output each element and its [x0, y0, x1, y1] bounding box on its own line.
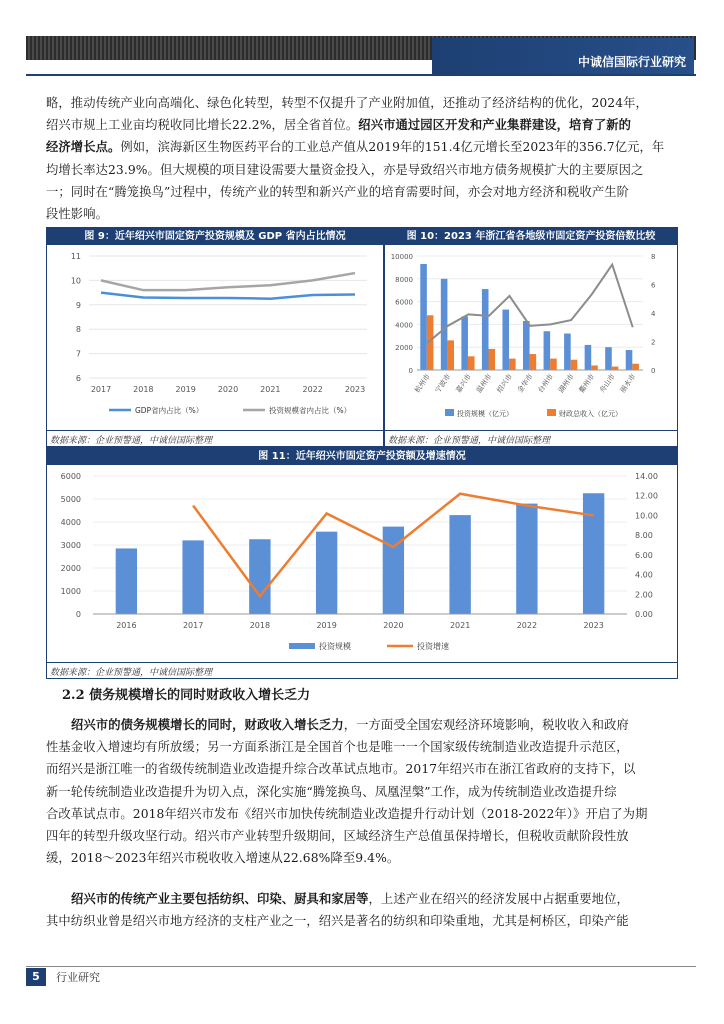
figure-10-chart [385, 246, 677, 431]
fig9-series-line [101, 273, 355, 290]
p2-line [46, 714, 678, 736]
p2-line: 四年的转型升级攻坚行动。绍兴市产业转型升级期间，区域经济生产总值虽保持增长，但税收贡献阶段性放 [46, 829, 629, 844]
fig11-y2-tick: 12.00 [635, 491, 658, 501]
paragraph-3 [46, 888, 678, 932]
fig10-x-tick: 台州市 [536, 372, 556, 395]
fig10-bar [482, 289, 489, 370]
fig9-y-tick: 8 [75, 325, 81, 335]
fig11-bar [316, 532, 337, 614]
p2-line: 合改革试点市。2018年绍兴市发布《绍兴市加快传统制造业改造提升行动计划（2018-2022年）》开启了为期 [46, 806, 648, 821]
intro-line: 段性影响。 [46, 207, 108, 222]
fig11-x-tick: 2016 [116, 621, 137, 630]
intro-line: 略，推动传统产业向高端化、绿色化转型，转型不仅提升了产业附加值，还推动了经济结构的优化，2024年， [46, 96, 648, 110]
fig10-bar [591, 365, 598, 370]
fig10-bar [544, 331, 551, 370]
section-title: 2.2 债务规模增长的同时财政收入增长乏力 [62, 688, 311, 703]
fig11-y2-tick: 14.00 [635, 472, 658, 481]
fig11-y-tick: 5000 [60, 495, 81, 504]
fig10-bar [488, 349, 495, 370]
fig9-legend-label: GDP省内占比（%） [135, 406, 204, 415]
fig11-legend-label: 投资增速 [417, 642, 449, 651]
fig10-x-tick: 衢州市 [577, 372, 597, 395]
intro-line: 均增长率达23.9%。但大规模的项目建设需要大量资金投入，亦是导致绍兴市地方债务规模扩大的主要原因之 [46, 162, 644, 177]
fig10-legend-label: 财政总收入（亿元） [559, 410, 622, 418]
fig10-bar [461, 316, 468, 370]
fig10-y-tick: 6000 [395, 298, 413, 307]
fig11-y2-tick: 8.00 [635, 531, 653, 541]
fig10-bar [585, 345, 592, 370]
intro-line [46, 114, 678, 136]
fig9-x-tick: 2020 [217, 385, 239, 394]
fig9-y-tick: 10 [70, 276, 81, 286]
fig9-legend-label: 投资规模省内占比（%） [269, 406, 352, 415]
p2-line: 新一轮传统制造业改造提升为切入点，深化实施“腾笼换鸟、凤凰涅槃”工作，成为传统制造业改造提升综 [46, 784, 617, 799]
fig9-x-tick: 2019 [175, 385, 196, 394]
figure-9-chart [47, 246, 383, 431]
fig11-x-tick: 2018 [249, 621, 271, 630]
fig11-y-tick: 0 [75, 610, 81, 619]
figure-10-title: 图 10：2023 年浙江省各地级市固定资产投资倍数比较 [385, 228, 677, 245]
intro-line: 一；同时在“腾笼换鸟”过程中，传统产业的转型和新兴产业的培育需要时间，亦会对地方经济和税收产生阶 [46, 184, 630, 199]
fig10-y2-tick: 6 [651, 281, 656, 290]
fig10-legend-swatch [445, 409, 454, 416]
footer-label: 行业研究 [56, 971, 100, 984]
intro-highlight: 经济增长点。 [46, 139, 121, 155]
fig10-y-tick: 10000 [390, 253, 413, 261]
fig11-legend-label: 投资规模 [319, 642, 351, 651]
figure-9-source: 数据来源：企业预警通，中诚信国际整理 [50, 436, 213, 446]
fig10-y2-tick: 2 [651, 338, 656, 347]
figure-9-title: 图 9：近年绍兴市固定资产投资规模及 GDP 省内占比情况 [47, 228, 383, 245]
fig9-y-tick: 11 [70, 252, 81, 261]
p2-text: ，一方面受全国宏观经济环境影响，税收收入和政府 [343, 718, 629, 732]
figure-10-divider [385, 430, 677, 431]
intro-line [46, 136, 678, 158]
fig10-bar [530, 354, 537, 370]
fig9-x-tick: 2022 [302, 385, 323, 394]
intro-paragraph [46, 92, 678, 225]
fig11-legend-swatch [289, 643, 315, 649]
figure-11-chart [47, 466, 677, 662]
fig9-x-tick: 2018 [133, 385, 154, 394]
fig11-y2-tick: 2.00 [635, 590, 653, 600]
fig10-bar [605, 347, 612, 370]
fig11-x-tick: 2020 [383, 621, 404, 630]
fig10-bar [502, 310, 509, 370]
p3-highlight: 绍兴市的传统产业主要包括纺织、印染、厨具和家居等 [71, 891, 369, 906]
figure-9 [46, 227, 384, 447]
p2-line: 而绍兴是浙江唯一的省级传统制造业改造提升综合改革试点地市。2017年绍兴市在浙江省政府的支持下，以 [46, 762, 636, 777]
figure-11-divider [47, 662, 677, 663]
fig9-series-line [101, 293, 355, 299]
fig10-y2-tick: 0 [651, 367, 656, 375]
fig10-x-tick: 绍兴市 [495, 372, 515, 395]
fig10-y2-tick: 8 [651, 253, 656, 261]
fig11-bar [449, 515, 470, 614]
fig9-y-tick: 9 [75, 300, 81, 310]
figure-10-source: 数据来源：企业预警通，中诚信国际整理 [388, 436, 551, 446]
fig11-y2-tick: 10.00 [635, 511, 658, 521]
fig10-bar [420, 264, 427, 370]
fig10-x-tick: 丽水市 [618, 372, 638, 395]
paragraph-2 [46, 714, 678, 869]
fig10-y-tick: 4000 [395, 321, 413, 330]
fig9-x-tick: 2023 [344, 385, 366, 394]
fig11-x-tick: 2022 [516, 621, 538, 630]
fig10-x-tick: 湖州市 [557, 372, 576, 395]
fig10-bar [612, 367, 619, 370]
fig11-y2-tick: 0.00 [635, 610, 653, 619]
fig10-y-tick: 0 [408, 367, 413, 375]
fig10-bar [509, 359, 516, 370]
p2-highlight: 绍兴市的债务规模增长的同时，财政收入增长乏力 [71, 717, 344, 732]
fig10-bar [441, 279, 448, 370]
fig10-bar [468, 356, 475, 370]
figure-11-title: 图 11：近年绍兴市固定资产投资额及增速情况 [47, 448, 677, 465]
fig10-multiple-line [427, 265, 632, 343]
p2-line: 性基金收入增速均有所放缓；另一方面系浙江是全国首个也是唯一一个国家级传统制造业改造提升示范区， [46, 740, 629, 755]
fig10-bar [550, 359, 557, 370]
fig9-y-tick: 7 [75, 349, 81, 359]
header-rule [26, 74, 696, 76]
fig11-bar [516, 504, 537, 614]
header-brand-text: 中诚信国际行业研究 [577, 55, 686, 69]
fig10-bar [632, 364, 639, 370]
fig10-y-tick: 8000 [395, 275, 413, 284]
fig10-bar [626, 350, 633, 370]
fig11-x-tick: 2017 [182, 621, 204, 630]
fig11-y-tick: 4000 [60, 518, 81, 527]
fig10-x-tick: 金华市 [516, 372, 535, 395]
fig11-x-tick: 2023 [583, 621, 604, 630]
figure-9-divider [47, 430, 383, 431]
intro-highlight: 绍兴市通过园区开发和产业集群建设，培育了新的 [358, 117, 632, 133]
fig10-y2-tick: 4 [651, 310, 656, 318]
fig10-x-tick: 温州市 [474, 372, 494, 395]
fig10-bar [571, 360, 578, 370]
fig9-x-tick: 2021 [260, 385, 281, 394]
fig10-bar [447, 340, 454, 370]
fig11-y2-tick: 4.00 [635, 570, 653, 580]
fig10-x-tick: 舟山市 [598, 372, 617, 395]
fig10-bar [523, 321, 530, 370]
page-number: 5 [26, 968, 46, 986]
fig9-x-tick: 2017 [90, 385, 112, 394]
fig11-bar [182, 540, 203, 614]
footer-rule [26, 966, 696, 967]
fig11-y-tick: 1000 [60, 587, 81, 596]
fig11-x-tick: 2021 [449, 621, 471, 630]
p3-text: ，上述产业在绍兴的经济发展中占据重要地位， [368, 892, 629, 906]
fig10-x-tick: 嘉兴市 [454, 372, 474, 395]
p3-line [46, 888, 678, 910]
fig11-bar [116, 548, 137, 614]
header-brand [432, 38, 694, 74]
fig11-bar [583, 493, 604, 614]
fig11-bar [249, 539, 270, 614]
p3-line: 其中纺织业曾是绍兴市地方经济的支柱产业之一，绍兴是著名的纺织和印染重地，尤其是柯桥区，印染产能 [46, 914, 629, 929]
fig11-y-tick: 6000 [60, 472, 81, 481]
fig10-x-tick: 杭州市 [413, 372, 432, 395]
fig10-y-tick: 2000 [395, 344, 413, 353]
fig11-x-tick: 2019 [316, 621, 337, 630]
figure-11-source: 数据来源：企业预警通，中诚信国际整理 [50, 668, 213, 678]
p2-line: 缓，2018～2023年绍兴市税收收入增速从22.68%降至9.4%。 [46, 851, 400, 866]
intro-text: 绍兴市规上工业亩均税收同比增长22.2%，居全省首位。 [46, 118, 359, 133]
fig10-x-tick: 宁波市 [433, 372, 453, 395]
fig11-y2-tick: 6.00 [635, 550, 653, 560]
figure-11 [46, 447, 678, 679]
fig10-legend-label: 投资规模（亿元） [457, 410, 513, 418]
fig10-legend-swatch [547, 409, 556, 416]
fig9-y-tick: 6 [75, 374, 81, 383]
fig10-bar [564, 334, 571, 370]
fig11-y-tick: 3000 [60, 541, 81, 550]
figure-10 [384, 227, 678, 447]
intro-text: 例如，滨海新区生物医药平台的工业总产值从2019年的151.4亿元增长至2023年的356.7亿元，年 [120, 140, 665, 155]
fig11-y-tick: 2000 [60, 564, 81, 573]
